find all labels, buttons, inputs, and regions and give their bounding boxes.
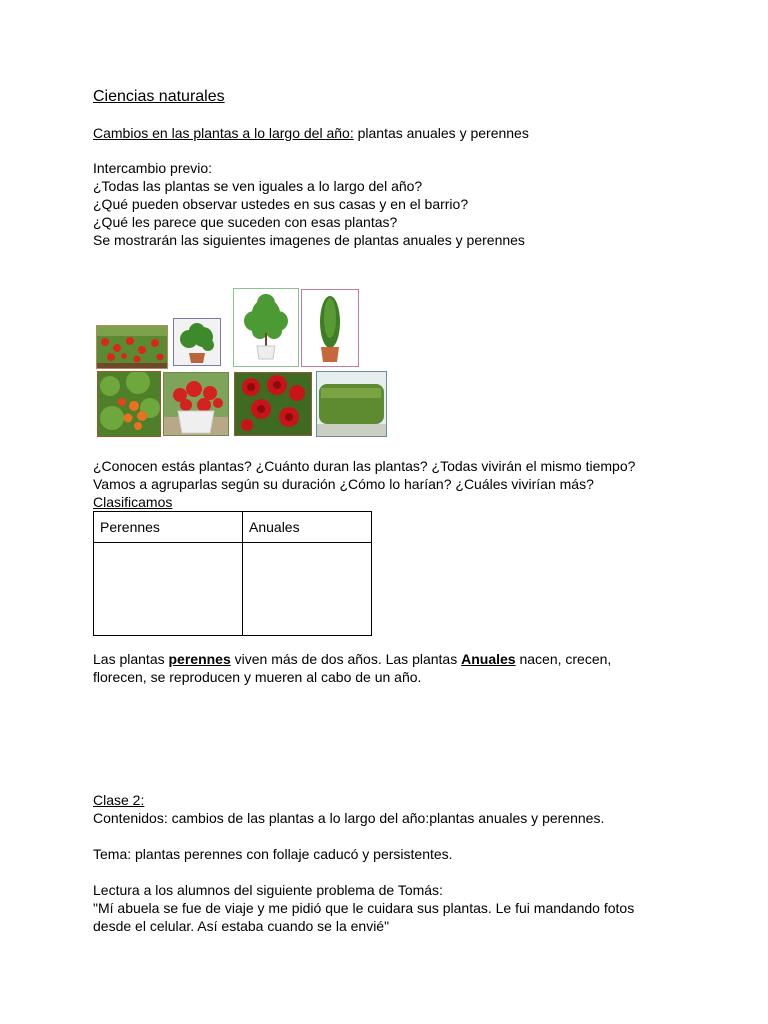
subtitle (93, 124, 529, 142)
ficus-pot-image (233, 288, 299, 367)
definition-line2: florecen, se reproducen y mueren al cabo de un año. (93, 669, 422, 685)
intro-line: ¿Todas las plantas se ven iguales a lo largo del año? (93, 178, 423, 194)
clase2-heading: Clase 2: (93, 792, 145, 808)
intro-line: Se mostrarán las siguientes imagenes de plantas anuales y perennes (93, 232, 525, 248)
perennes-term: perennes (168, 651, 231, 667)
column-header-perennes: Perennes (94, 512, 243, 543)
question-line: Vamos a agruparlas según su duración ¿Cómo lo harían? ¿Cuáles vivirían más? (93, 476, 594, 492)
tema-line: Tema: plantas perennes con follaje caducó y persistentes. (93, 846, 453, 862)
clase2-section (93, 791, 634, 935)
lectura-line: Lectura a los alumnos del siguiente problema de Tomás: (93, 882, 443, 898)
perennes-cell (94, 543, 243, 636)
page-title: Ciencias naturales (93, 88, 225, 105)
column-header-anuales: Anuales (243, 512, 372, 543)
pepper-plants-image (96, 325, 168, 369)
classification-table (93, 511, 372, 636)
definition-text: viven más de dos años. Las plantas (230, 651, 462, 667)
definition-paragraph (93, 650, 611, 686)
intro-block (93, 159, 525, 249)
definition-text: nacen, crecen, (515, 651, 612, 667)
question-line: ¿Conocen estás plantas? ¿Cuánto duran las plantas? ¿Todas vivirán el mismo tiempo? (93, 458, 636, 474)
subtitle-rest: plantas anuales y perennes (353, 125, 529, 141)
quote-line: desde el celular. Así estaba cuando se la envié" (93, 918, 390, 934)
hedge-image (316, 371, 387, 437)
definition-text: Las plantas (93, 651, 169, 667)
begonia-pot-image (163, 372, 229, 436)
intro-line: ¿Qué les parece que suceden con esas plantas? (93, 214, 398, 230)
red-roses-image (234, 372, 312, 436)
geranium-pot-image (173, 318, 221, 366)
quote-line: "Mí abuela se fue de viaje y me pidió que le cuidara sus plantas. Le fui mandando fotos (93, 900, 635, 916)
anuales-term: Anuales (461, 651, 516, 667)
subtitle-underlined: Cambios en las plantas a lo largo del año: (93, 125, 354, 141)
clasificamos-heading: Clasificamos (93, 494, 173, 510)
intro-line: Intercambio previo: (93, 160, 213, 176)
intro-line: ¿Qué pueden observar ustedes en sus casas y en el barrio? (93, 196, 469, 212)
tomato-plant-image (97, 371, 161, 437)
questions-block (93, 457, 635, 511)
contenidos-line: Contenidos: cambios de las plantas a lo largo del año:plantas anuales y perennes. (93, 810, 605, 826)
anuales-cell (243, 543, 372, 636)
cypress-pot-image (301, 289, 359, 367)
